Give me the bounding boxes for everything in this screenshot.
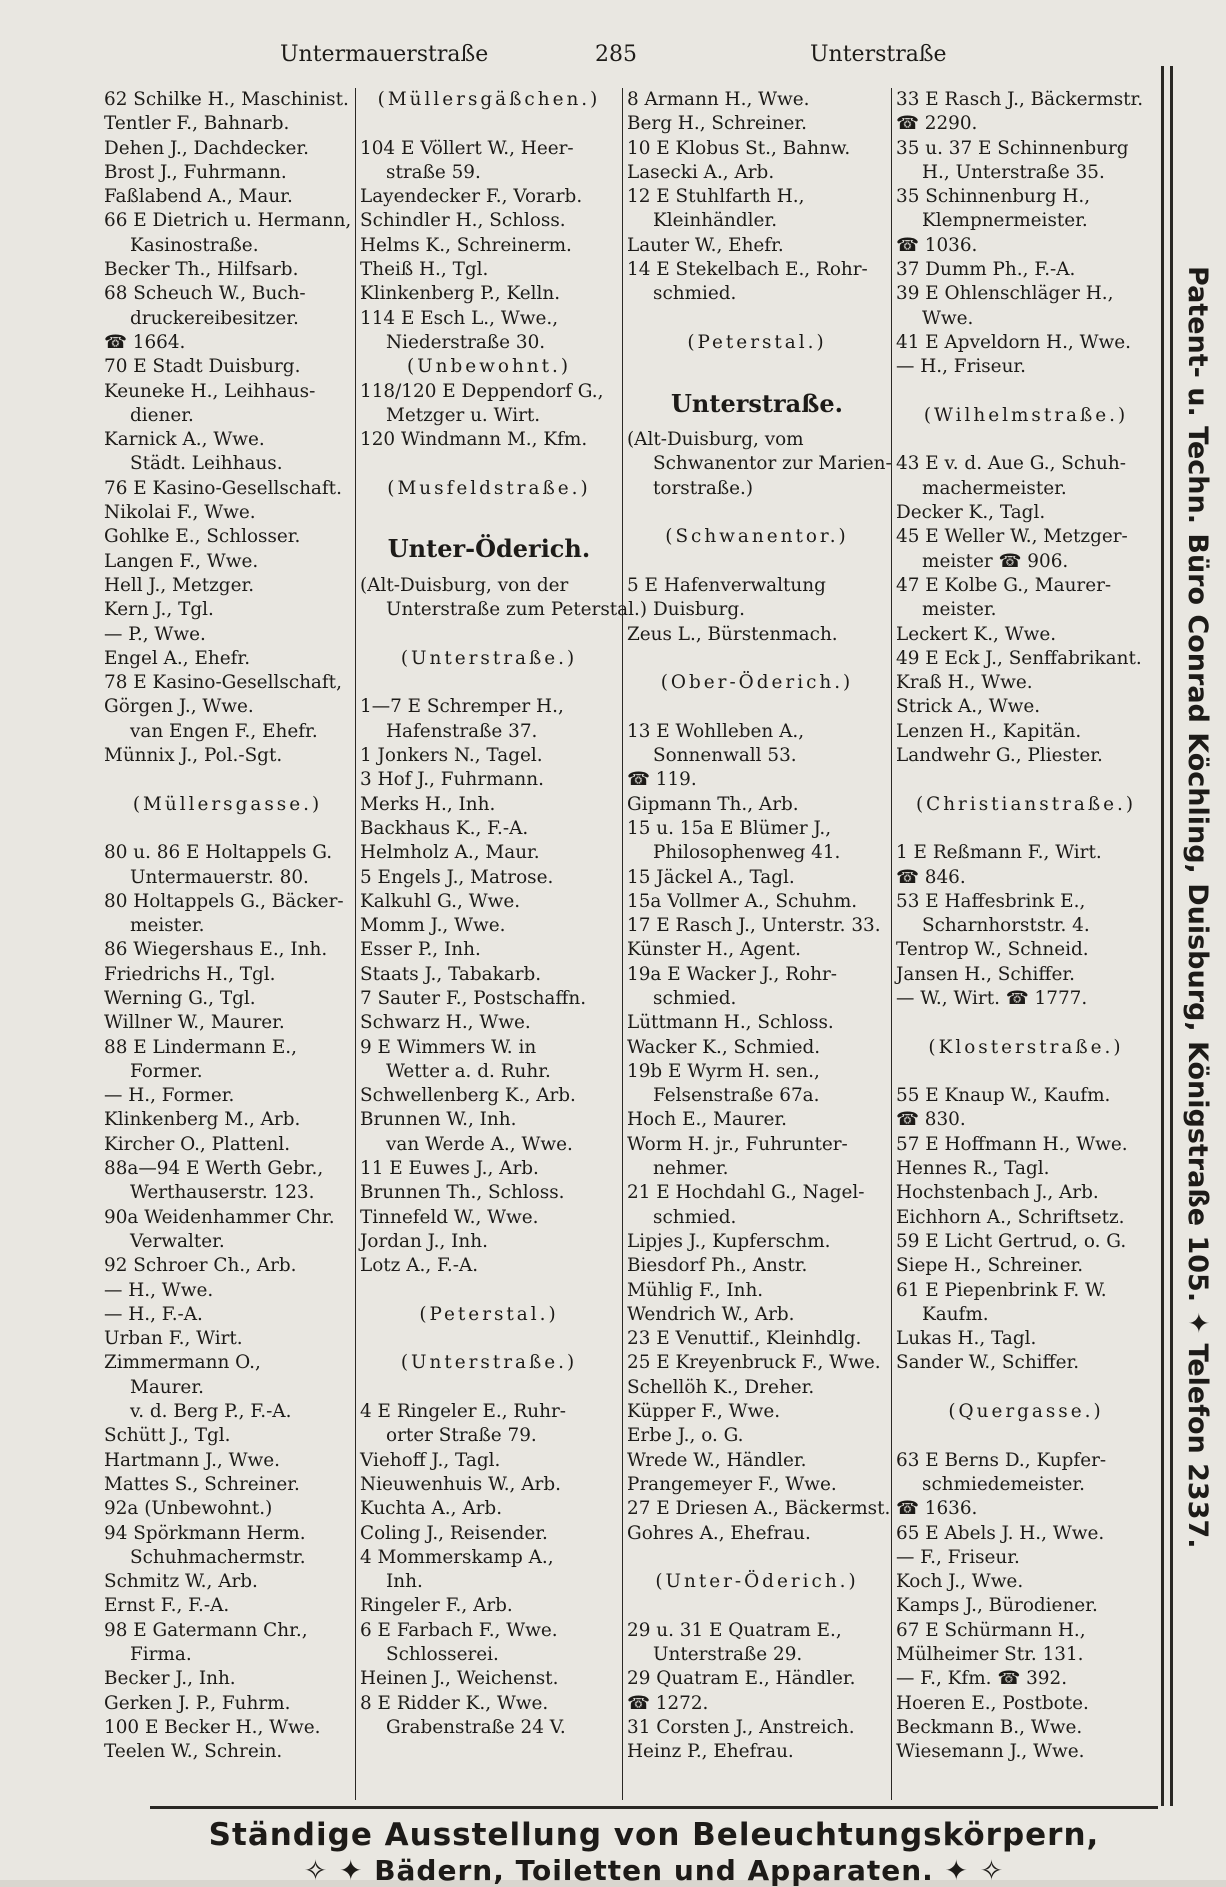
directory-line: Esser P., Inh. — [360, 939, 481, 961]
directory-line: Künster H., Agent. — [627, 939, 801, 961]
directory-line: diener. — [130, 404, 194, 426]
directory-line: Sonnenwall 53. — [653, 745, 797, 767]
directory-line: Mühlig F., Inh. — [627, 1279, 764, 1301]
directory-line: 62 Schilke H., Maschinist. — [104, 89, 349, 110]
directory-line: Städt. Leihhaus. — [130, 453, 283, 475]
directory-line: Görgen J., Wwe. — [104, 696, 254, 718]
directory-line: Gohres A., Ehefrau. — [627, 1522, 811, 1544]
directory-line: (Christianstraße.) — [915, 793, 1137, 815]
directory-line: Schmitz W., Arb. — [104, 1571, 258, 1593]
directory-line: 7 Sauter F., Postschaffn. — [360, 987, 587, 1009]
directory-line: Willner W., Maurer. — [104, 1012, 285, 1034]
directory-line: 67 E Schürmann H., — [896, 1619, 1086, 1641]
directory-line — [360, 671, 618, 695]
directory-line: Klempnermeister. — [922, 210, 1088, 232]
directory-line: 11 E Euwes J., Arb. — [360, 1158, 539, 1180]
directory-line: Leckert K., Wwe. — [896, 623, 1057, 645]
directory-line: 55 E Knaup W., Kaufm. — [896, 1085, 1111, 1107]
directory-line: Tentler F., Bahnarb. — [104, 113, 290, 135]
directory-line: Hennes R., Tagl. — [896, 1158, 1050, 1180]
directory-line: 61 E Piepenbrink F. W. — [896, 1279, 1107, 1301]
directory-line — [896, 817, 1156, 841]
directory-line: 14 E Stekelbach E., Rohr- — [627, 259, 868, 281]
directory-line: (Unterstraße.) — [400, 647, 578, 669]
directory-line: schmiedemeister. — [922, 1473, 1085, 1495]
header-right: Unterstraße — [810, 42, 947, 67]
directory-line: Brunnen W., Inh. — [360, 1109, 517, 1131]
column-1 — [100, 88, 356, 1800]
directory-line: Schwarz H., Wwe. — [360, 1012, 531, 1034]
directory-line: Backhaus K., F.-A. — [360, 817, 529, 839]
directory-line: machermeister. — [922, 477, 1067, 499]
directory-line — [627, 355, 887, 379]
directory-line — [627, 307, 887, 331]
directory-line — [627, 647, 887, 671]
directory-line: Mattes S., Schreiner. — [104, 1473, 300, 1495]
directory-line: 15 Jäckel A., Tagl. — [627, 866, 795, 888]
directory-line: v. d. Berg P., F.-A. — [130, 1401, 292, 1423]
directory-line: Wrede W., Händler. — [627, 1449, 807, 1471]
directory-line: 5 E Hafenverwaltung — [627, 574, 826, 596]
directory-line: Wendrich W., Arb. — [627, 1303, 795, 1325]
directory-line: 120 Windmann M., Kfm. — [360, 429, 588, 451]
directory-line: Hartmann J., Wwe. — [104, 1449, 280, 1471]
directory-line: Lotz A., F.-A. — [360, 1255, 479, 1277]
directory-line: 9 E Wimmers W. in — [360, 1036, 537, 1058]
directory-line — [627, 1594, 887, 1618]
directory-line: 114 E Esch L., Wwe., — [360, 307, 559, 329]
directory-line: 17 E Rasch J., Unterstr. 33. — [627, 915, 881, 937]
directory-line: ☎ 1272. — [627, 1692, 709, 1714]
directory-line: 19b E Wyrm H. sen., — [627, 1060, 820, 1082]
directory-line: schmied. — [653, 283, 737, 305]
directory-line: torstraße.) — [653, 477, 754, 499]
directory-line: 35 u. 37 E Schinnenburg — [896, 137, 1129, 159]
directory-line: (Musfeldstraße.) — [387, 477, 591, 499]
directory-line: Inh. — [386, 1571, 423, 1593]
side-ad-text: Patent- u. Techn. Büro Conrad Köchling, Duisburg, Königstraße 105. ✦ Telefon 2337. — [1182, 266, 1213, 1549]
directory-line: (Unter-Öderich.) — [655, 1571, 859, 1593]
directory-line: Siepe H., Schreiner. — [896, 1255, 1084, 1277]
directory-line — [360, 1327, 618, 1351]
directory-line: Beckmann B., Wwe. — [896, 1716, 1083, 1738]
column-4 — [892, 88, 1160, 1800]
directory-line — [896, 1376, 1156, 1400]
directory-line: Nikolai F., Wwe. — [104, 502, 256, 524]
directory-line: Sander W., Schiffer. — [896, 1352, 1080, 1374]
directory-line: 29 u. 31 E Quatram E., — [627, 1619, 842, 1641]
side-ad — [1155, 66, 1213, 1806]
directory-line: ☎ 1664. — [104, 331, 186, 353]
bottom-rule — [150, 1806, 1158, 1809]
directory-line: 92a (Unbewohnt.) — [104, 1498, 273, 1520]
directory-line: Merks H., Inh. — [360, 793, 496, 815]
directory-line: 12 E Stuhlfarth H., — [627, 186, 805, 208]
directory-line: Former. — [130, 1060, 203, 1082]
directory-line: Brost J., Fuhrmann. — [104, 161, 287, 183]
directory-line: Unter-Öderich. — [387, 534, 591, 564]
directory-line: Kuchta A., Arb. — [360, 1498, 503, 1520]
directory-line: 68 Scheuch W., Buch- — [104, 283, 306, 305]
directory-line: Keuneke H., Leihhaus- — [104, 380, 316, 402]
directory-line: meister ☎ 906. — [922, 550, 1069, 572]
directory-line — [896, 1424, 1156, 1448]
directory-line: Werning G., Tgl. — [104, 987, 256, 1009]
directory-line: Kern J., Tgl. — [104, 599, 214, 621]
directory-line: 90a Weidenhammer Chr. — [104, 1206, 335, 1228]
page-header — [150, 42, 1030, 72]
directory-line: Schuhmachermstr. — [130, 1546, 306, 1568]
directory-line: Jordan J., Inh. — [360, 1230, 488, 1252]
directory-line: — H., Wwe. — [104, 1279, 214, 1301]
directory-line: Theiß H., Tgl. — [360, 259, 489, 281]
directory-line — [896, 428, 1156, 452]
directory-line: Kasinostraße. — [130, 234, 259, 256]
directory-line: 100 E Becker H., Wwe. — [104, 1716, 321, 1738]
directory-line: Unterstraße. — [670, 388, 844, 418]
directory-line: 76 E Kasino-Gesellschaft. — [104, 477, 342, 499]
directory-line: Hoch E., Maurer. — [627, 1109, 787, 1131]
directory-line: 80 u. 86 E Holtappels G. — [104, 842, 333, 864]
directory-line: (Alt-Duisburg, von der — [360, 574, 569, 596]
directory-line: (Klosterstraße.) — [928, 1036, 1124, 1058]
directory-line — [360, 1279, 618, 1303]
directory-line: — P., Wwe. — [104, 623, 206, 645]
directory-line: 88 E Lindermann E., — [104, 1036, 297, 1058]
directory-line: Zeus L., Bürstenmach. — [627, 623, 838, 645]
directory-line: Unterstraße zum Peterstal.) — [386, 599, 648, 621]
directory-line — [896, 1060, 1156, 1084]
directory-line: Helms K., Schreinerm. — [360, 234, 572, 256]
directory-line — [360, 452, 618, 476]
directory-line: 4 Mommerskamp A., — [360, 1546, 554, 1568]
directory-line: 53 E Haffesbrink E., — [896, 890, 1086, 912]
directory-line: Gohlke E., Schlosser. — [104, 526, 301, 548]
directory-line: Worm H. jr., Fuhrunter- — [627, 1133, 848, 1155]
directory-line: ☎ 119. — [627, 769, 697, 791]
directory-line: Kaufm. — [922, 1303, 989, 1325]
directory-line: Münnix J., Pol.-Sgt. — [104, 745, 283, 767]
directory-line: (Müllersgasse.) — [132, 793, 323, 815]
column-2 — [356, 88, 648, 1800]
directory-line: 4 E Ringeler E., Ruhr- — [360, 1401, 566, 1423]
directory-line: 86 Wiegershaus E., Inh. — [104, 939, 328, 961]
directory-line: Maurer. — [130, 1376, 204, 1398]
directory-line: Heinen J., Weichenst. — [360, 1668, 559, 1690]
directory-line: 3 Hof J., Fuhrmann. — [360, 769, 544, 791]
directory-line: Lauter W., Ehefr. — [627, 234, 784, 256]
directory-line: H., Unterstraße 35. — [922, 161, 1105, 183]
directory-line: 78 E Kasino-Gesellschaft, — [104, 672, 342, 694]
directory-line — [896, 768, 1156, 792]
directory-line: 8 Armann H., Wwe. — [627, 89, 810, 110]
directory-line: 8 E Ridder K., Wwe. — [360, 1692, 549, 1714]
directory-line: ☎ 2290. — [896, 113, 978, 135]
directory-line: 13 E Wohlleben A., — [627, 720, 805, 742]
directory-line: Grabenstraße 24 V. — [386, 1716, 566, 1738]
directory-line: Mülheimer Str. 131. — [896, 1644, 1084, 1665]
directory-line: ☎ 1636. — [896, 1498, 978, 1520]
directory-line: 118/120 E Deppendorf G., — [360, 380, 604, 402]
directory-line: 21 E Hochdahl G., Nagel- — [627, 1182, 865, 1204]
directory-line: 33 E Rasch J., Bäckermstr. — [896, 89, 1144, 110]
side-ad-text-wrap — [1179, 66, 1219, 1806]
directory-line: (Ober-Öderich.) — [660, 672, 854, 694]
directory-line: Karnick A., Wwe. — [104, 429, 265, 451]
directory-line: 88a—94 E Werth Gebr., — [104, 1158, 324, 1180]
directory-line: 23 E Venuttif., Kleinhdlg. — [627, 1328, 862, 1350]
directory-line: — F., Kfm. ☎ 392. — [896, 1668, 1068, 1690]
directory-line: Tinnefeld W., Wwe. — [360, 1206, 539, 1228]
directory-line: Layendecker F., Vorarb. — [360, 186, 583, 208]
directory-line: 43 E v. d. Aue G., Schuh- — [896, 453, 1126, 475]
directory-line: (Peterstal.) — [687, 331, 827, 353]
directory-line — [104, 817, 351, 841]
directory-line — [896, 380, 1156, 404]
directory-line: Decker K., Tagl. — [896, 502, 1046, 524]
directory-line — [627, 695, 887, 719]
directory-line: Ernst F., F.-A. — [104, 1595, 230, 1617]
directory-line: 63 E Berns D., Kupfer- — [896, 1449, 1107, 1471]
directory-line: Wetter a. d. Ruhr. — [386, 1060, 551, 1082]
directory-line: Prangemeyer F., Wwe. — [627, 1473, 837, 1495]
directory-line: van Engen F., Ehefr. — [130, 720, 318, 742]
directory-line: 39 E Ohlenschläger H., — [896, 283, 1114, 305]
directory-line: 49 E Eck J., Senffabrikant. — [896, 647, 1142, 669]
directory-line — [896, 1011, 1156, 1035]
directory-line: Becker Th., Hilfsarb. — [104, 259, 299, 281]
directory-line: Tentrop W., Schneid. — [896, 939, 1089, 961]
column-3 — [623, 88, 892, 1800]
directory-line: Friedrichs H., Tgl. — [104, 963, 276, 985]
directory-line: Jansen H., Schiffer. — [896, 963, 1075, 985]
directory-line: schmied. — [653, 1206, 737, 1228]
directory-line: Metzger u. Wirt. — [386, 404, 541, 426]
directory-line: ☎ 846. — [896, 866, 966, 888]
directory-line: Wiesemann J., Wwe. — [896, 1741, 1085, 1763]
directory-line: 47 E Kolbe G., Maurer- — [896, 574, 1112, 596]
directory-line: (Schwanentor.) — [665, 526, 849, 548]
directory-line: Untermauerstr. 80. — [130, 866, 309, 888]
directory-line: Brunnen Th., Schloss. — [360, 1182, 565, 1204]
directory-line: (Unbewohnt.) — [406, 356, 572, 378]
directory-line: druckereibesitzer. — [130, 307, 299, 329]
directory-line: 31 Corsten J., Anstreich. — [627, 1716, 855, 1738]
directory-line: Eichhorn A., Schriftsetz. — [896, 1206, 1125, 1228]
directory-line: 45 E Weller W., Metzger- — [896, 526, 1128, 548]
directory-line: Berg H., Schreiner. — [627, 113, 808, 135]
directory-line: schmied. — [653, 987, 737, 1009]
directory-line: nehmer. — [653, 1158, 729, 1180]
directory-line: Lenzen H., Kapitän. — [896, 720, 1082, 742]
directory-line: Helmholz A., Maur. — [360, 842, 540, 864]
directory-line: Klinkenberg P., Kelln. — [360, 283, 561, 305]
directory-line: Schwellenberg K., Arb. — [360, 1085, 576, 1107]
directory-line: Gerken J. P., Fuhrm. — [104, 1692, 291, 1714]
directory-line: (Quergasse.) — [948, 1401, 1104, 1423]
directory-line — [627, 1546, 887, 1570]
directory-line: 70 E Stadt Duisburg. — [104, 356, 301, 378]
directory-line: Philosophenweg 41. — [653, 842, 841, 864]
directory-line: Lasecki A., Arb. — [627, 161, 775, 183]
directory-line: 1 Jonkers N., Tagel. — [360, 745, 543, 767]
directory-line: 41 E Apveldorn H., Wwe. — [896, 331, 1132, 353]
directory-line: Schlosserei. — [386, 1644, 499, 1665]
directory-line: Lukas H., Tagl. — [896, 1328, 1037, 1350]
directory-line: Lipjes J., Kupferschm. — [627, 1230, 831, 1252]
directory-line — [360, 112, 618, 136]
directory-line: ☎ 1036. — [896, 234, 978, 256]
directory-line: Ringeler F., Arb. — [360, 1595, 513, 1617]
directory-line: Lüttmann H., Schloss. — [627, 1012, 834, 1034]
directory-line: Faßlabend A., Maur. — [104, 186, 293, 208]
directory-line: (Wilhelmstraße.) — [923, 404, 1129, 426]
directory-line — [104, 768, 351, 792]
directory-line: 27 E Driesen A., Bäckermst. — [627, 1498, 891, 1520]
directory-line: 59 E Licht Gertrud, o. G. — [896, 1230, 1127, 1252]
directory-line: Zimmermann O., — [104, 1352, 261, 1374]
directory-line: Firma. — [130, 1644, 192, 1665]
directory-line: Hoeren E., Postbote. — [896, 1692, 1089, 1714]
directory-line: Kleinhändler. — [653, 210, 778, 232]
directory-line: 94 Spörkmann Herm. — [104, 1522, 306, 1544]
directory-line: Heinz P., Ehefrau. — [627, 1741, 794, 1763]
directory-line: Schellöh K., Dreher. — [627, 1376, 815, 1398]
directory-line: Strick A., Wwe. — [896, 696, 1041, 718]
directory-line: ☎ 830. — [896, 1109, 966, 1131]
bottom-ad-line-2: ✧ ✦ Bädern, Toiletten und Apparaten. ✦ ✧ — [303, 1854, 1005, 1887]
directory-line: Wacker K., Schmied. — [627, 1036, 821, 1058]
directory-line: Nieuwenhuis W., Arb. — [360, 1473, 561, 1495]
directory-line: Kalkuhl G., Wwe. — [360, 890, 521, 912]
directory-line: Felsenstraße 67a. — [653, 1085, 820, 1107]
directory-line: Klinkenberg M., Arb. — [104, 1109, 301, 1131]
directory-line: 5 Engels J., Matrose. — [360, 866, 554, 888]
directory-line: — H., F.-A. — [104, 1303, 203, 1325]
directory-line: Verwalter. — [130, 1230, 225, 1252]
directory-line — [627, 550, 887, 574]
directory-line: 6 E Farbach F., Wwe. — [360, 1619, 558, 1641]
directory-line: Teelen W., Schrein. — [104, 1741, 283, 1763]
bottom-ad-line-1: Ständige Ausstellung von Beleuchtungskörpern, — [208, 1817, 1100, 1853]
directory-line: van Werde A., Wwe. — [386, 1133, 573, 1155]
directory-line: 25 E Kreyenbruck F., Wwe. — [627, 1352, 881, 1374]
directory-line: straße 59. — [386, 161, 481, 183]
directory-line: (Unterstraße.) — [400, 1352, 578, 1374]
directory-line: 37 Dumm Ph., F.-A. — [896, 259, 1076, 281]
directory-line: 66 E Dietrich u. Hermann, — [104, 210, 352, 232]
directory-line — [360, 1376, 618, 1400]
directory-line: meister. — [130, 915, 205, 937]
directory-line: Schindler H., Schloss. — [360, 210, 566, 232]
directory-line: Schwanentor zur Marien- — [653, 453, 892, 475]
directory-line: Wwe. — [922, 307, 974, 329]
directory-line: Langen F., Wwe. — [104, 550, 259, 572]
directory-line: Becker J., Inh. — [104, 1668, 236, 1690]
directory-line: Küpper F., Wwe. — [627, 1401, 781, 1423]
directory-line: Landwehr G., Pliester. — [896, 745, 1103, 767]
directory-line: Gipmann Th., Arb. — [627, 793, 799, 815]
directory-line: Koch J., Wwe. — [896, 1571, 1024, 1593]
page-number: 285 — [595, 42, 637, 67]
directory-line: Unterstraße 29. — [653, 1644, 803, 1665]
directory-line: 104 E Völlert W., Heer- — [360, 137, 574, 159]
directory-line: Kraß H., Wwe. — [896, 672, 1033, 694]
directory-line — [360, 623, 618, 647]
directory-line: 98 E Gatermann Chr., — [104, 1619, 308, 1641]
directory-line: meister. — [922, 599, 997, 621]
directory-line: (Alt-Duisburg, vom — [627, 429, 804, 451]
directory-line: 57 E Hoffmann H., Wwe. — [896, 1133, 1128, 1155]
directory-line: Viehoff J., Tagl. — [360, 1449, 501, 1471]
directory-line: Biesdorf Ph., Anstr. — [627, 1255, 808, 1277]
directory-line: 80 Holtappels G., Bäcker- — [104, 890, 344, 912]
side-ad-rules — [1161, 66, 1173, 1806]
directory-line: Niederstraße 30. — [386, 331, 546, 353]
directory-line: — H., Friseur. — [896, 356, 1027, 378]
directory-line: — W., Wirt. ☎ 1777. — [896, 987, 1088, 1009]
directory-line: Kircher O., Plattenl. — [104, 1133, 291, 1155]
directory-line: 19a E Wacker J., Rohr- — [627, 963, 837, 985]
directory-line: Dehen J., Dachdecker. — [104, 137, 309, 159]
directory-line — [627, 501, 887, 525]
directory-line: 10 E Klobus St., Bahnw. — [627, 137, 851, 159]
directory-line: 92 Schroer Ch., Arb. — [104, 1255, 297, 1277]
directory-line: Engel A., Ehefr. — [104, 647, 251, 669]
directory-line: Urban F., Wirt. — [104, 1328, 243, 1350]
directory-line: Coling J., Reisender. — [360, 1522, 548, 1544]
directory-line: Kamps J., Bürodiener. — [896, 1595, 1098, 1617]
directory-line: 15a Vollmer A., Schuhm. — [627, 890, 858, 912]
directory-line: Werthauserstr. 123. — [130, 1182, 315, 1204]
directory-line: Schütt J., Tgl. — [104, 1425, 231, 1447]
directory-line: Hochstenbach J., Arb. — [896, 1182, 1099, 1204]
directory-line: — H., Former. — [104, 1085, 235, 1107]
directory-line: 65 E Abels J. H., Wwe. — [896, 1522, 1105, 1544]
directory-line: Erbe J., o. G. — [627, 1425, 744, 1447]
directory-line: Hafenstraße 37. — [386, 720, 538, 742]
directory-columns — [100, 88, 1160, 1800]
directory-line: 1—7 E Schremper H., — [360, 696, 564, 718]
directory-line: Hell J., Metzger. — [104, 574, 255, 596]
directory-line: Staats J., Tabakarb. — [360, 963, 542, 985]
directory-line: Momm J., Wwe. — [360, 915, 506, 937]
directory-line: 35 Schinnenburg H., — [896, 186, 1091, 208]
directory-line: 1 E Reßmann F., Wirt. — [896, 842, 1102, 864]
directory-line: Scharnhorststr. 4. — [922, 915, 1090, 937]
directory-line: — F., Friseur. — [896, 1546, 1020, 1568]
directory-line — [360, 501, 618, 525]
directory-line: orter Straße 79. — [386, 1425, 537, 1447]
directory-line: 15 u. 15a E Blümer J., — [627, 817, 832, 839]
directory-line: (Müllersgäßchen.) — [377, 89, 601, 110]
directory-line: (Peterstal.) — [419, 1303, 559, 1325]
directory-line: Duisburg. — [653, 599, 745, 621]
directory-line: 29 Quatram E., Händler. — [627, 1668, 856, 1690]
header-left: Untermauerstraße — [280, 42, 489, 67]
